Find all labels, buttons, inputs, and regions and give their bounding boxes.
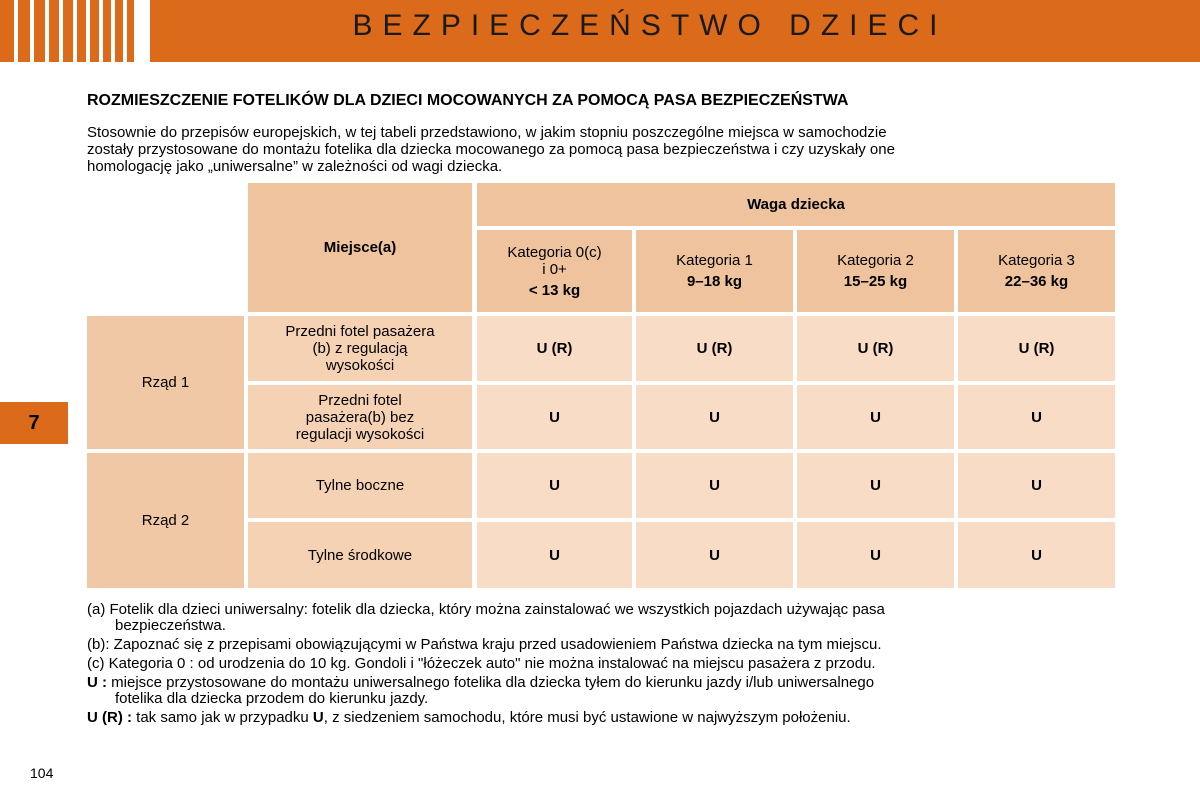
footnote-u-line2: fotelika dla dziecka przodem do kierunku jazdy. bbox=[115, 690, 429, 707]
category-weight: 15–25 kg bbox=[843, 273, 908, 290]
seat-label-line: Przedni fotel bbox=[318, 391, 402, 409]
seat-label bbox=[248, 316, 472, 381]
footnote-ur-text: tak samo jak w przypadku bbox=[132, 709, 313, 726]
category-label: Kategoria 1 bbox=[676, 252, 753, 269]
seat-label-line: pasażera(b) bez bbox=[305, 408, 415, 426]
table-cell: U bbox=[477, 385, 632, 449]
footnote-u bbox=[87, 675, 1127, 707]
seat-label bbox=[248, 385, 472, 449]
table-cell: U bbox=[958, 453, 1115, 518]
category-header bbox=[958, 230, 1115, 312]
table-cell: U bbox=[958, 522, 1115, 588]
page-number: 104 bbox=[30, 765, 54, 781]
seat-label bbox=[248, 522, 472, 588]
table-cell: U bbox=[797, 522, 954, 588]
footnote-u-line1: miejsce przystosowane do montażu uniwersalnego fotelika dla dziecka tyłem do kierunku jazdy i/lub uniwersalnego bbox=[107, 674, 875, 691]
seat-label bbox=[248, 453, 472, 518]
table-cell: U bbox=[477, 453, 632, 518]
chapter-tab: 7 bbox=[0, 402, 68, 444]
table-cell: U bbox=[636, 522, 793, 588]
header-stripes bbox=[0, 0, 150, 62]
footnote-b: (b): Zapoznać się z przepisami obowiązującymi w Państwa kraju przed usadowieniem Państwa dziecka na tym miejscu. bbox=[87, 636, 882, 653]
table-cell: U bbox=[636, 453, 793, 518]
footnote-ur bbox=[87, 710, 1127, 726]
intro-paragraph bbox=[87, 124, 1117, 175]
footnote-u-key: U : bbox=[87, 674, 107, 691]
row-group-label: Rząd 2 bbox=[87, 453, 244, 588]
row-group-label: Rząd 1 bbox=[87, 316, 244, 449]
intro-line: Stosownie do przepisów europejskich, w tej tabeli przedstawiono, w jakim stopniu poszczególne miejsca w samochodzie bbox=[87, 124, 887, 141]
seat-label-line: regulacji wysokości bbox=[295, 425, 425, 443]
footnote-a bbox=[87, 602, 1127, 634]
seat-label-line: Tylne środkowe bbox=[307, 546, 413, 564]
table-cell: U (R) bbox=[636, 316, 793, 381]
table-cell: U (R) bbox=[797, 316, 954, 381]
category-weight: 22–36 kg bbox=[1004, 273, 1069, 290]
seat-label-line: wysokości bbox=[325, 357, 395, 374]
page-title: BEZPIECZEŃSTWO DZIECI bbox=[352, 9, 948, 42]
category-label: Kategoria 2 bbox=[837, 252, 914, 269]
table-cell: U bbox=[797, 385, 954, 449]
table-cell: U bbox=[958, 385, 1115, 449]
intro-line: zostały przystosowane do montażu fotelika dla dziecka mocowanego za pomocą pasa bezpieczeństwa i czy uzyskały one bbox=[87, 141, 895, 158]
intro-line: homologację jako „uniwersalne” w zależności od wagi dziecka. bbox=[87, 158, 503, 175]
category-header bbox=[636, 230, 793, 312]
footnote-a-line1: (a) Fotelik dla dzieci uniwersalny: fotelik dla dziecka, który można zainstalować we wszystkich pojazdach używając pasa bbox=[87, 601, 885, 618]
section-title: ROZMIESZCZENIE FOTELIKÓW DLA DZIECI MOCOWANYCH ZA POMOCĄ PASA BEZPIECZEŃSTWA bbox=[87, 92, 849, 109]
table-cell: U bbox=[797, 453, 954, 518]
category-header bbox=[477, 230, 632, 312]
table-cell: U (R) bbox=[958, 316, 1115, 381]
footnotes bbox=[87, 602, 1127, 729]
category-label: Kategoria 3 bbox=[998, 252, 1075, 269]
seat-label-line: Tylne boczne bbox=[315, 477, 405, 494]
table-cell: U bbox=[636, 385, 793, 449]
weight-header: Waga dziecka bbox=[477, 183, 1115, 226]
table-cell: U bbox=[477, 522, 632, 588]
seat-header: Miejsce(a) bbox=[248, 183, 472, 312]
footnote-ur-bold: U bbox=[312, 709, 324, 726]
footnote-ur-text-end: , z siedzeniem samochodu, które musi być ustawione w najwyższym położeniu. bbox=[323, 709, 851, 726]
category-weight: 9–18 kg bbox=[686, 273, 743, 290]
seat-label-line: Przedni fotel pasażera bbox=[285, 323, 435, 340]
seat-label-line: (b) z regulacją bbox=[312, 340, 408, 357]
footnote-c: (c) Kategoria 0 : od urodzenia do 10 kg. Gondoli i "łóżeczek auto" nie można instalować na miejscu pasażera z przodu. bbox=[87, 655, 876, 672]
category-label: Kategoria 0(c) bbox=[507, 243, 602, 261]
category-label: i 0+ bbox=[542, 260, 567, 278]
footnote-ur-key: U (R) : bbox=[87, 709, 132, 726]
category-weight: < 13 kg bbox=[528, 281, 581, 299]
footnote-a-line2: bezpieczeństwa. bbox=[115, 617, 226, 634]
table-cell: U (R) bbox=[477, 316, 632, 381]
category-header bbox=[797, 230, 954, 312]
